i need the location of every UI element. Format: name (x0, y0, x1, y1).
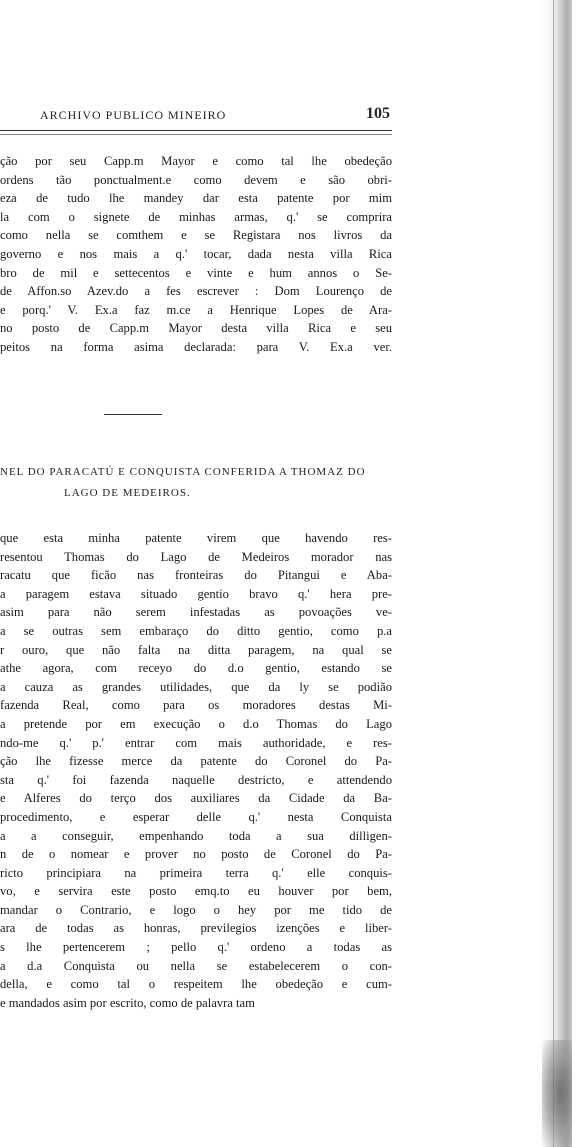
text-line: sta q.' foi fazenda naquelle destricto, e attendendo (0, 772, 392, 787)
paragraph-1 (0, 152, 392, 357)
text-line: ricto principiara na primeira terra q.' elle conquis- (0, 865, 392, 880)
text-line: peitos na forma asima declarada: para V. Ex.a ver. (0, 339, 392, 354)
text-line: vo, e servira este posto emq.to eu houver por bem, (0, 884, 392, 899)
text-line: n de o nomear e prover no posto de Coronel do Pa- (0, 847, 392, 862)
page-header (40, 105, 390, 126)
text-line: e porq.' V. Ex.a faz m.ce a Henrique Lopes de Ara- (0, 302, 392, 317)
text-line: e Alferes do terço dos auxiliares da Cidade da Ba- (0, 791, 392, 806)
text-line: ara de todas as honras, previlegios izenções e liber- (0, 921, 392, 936)
text-line: a pretende por em execução o d.o Thomas do Lago (0, 716, 392, 731)
text-line: de Affon.so Azev.do a fes escrever : Dom Lourenço de (0, 284, 392, 299)
text-line: como nella se comthem e se Registara nos livros da (0, 228, 392, 243)
text-line: resentou Thomas do Lago de Medeiros morador nas (0, 549, 392, 564)
text-line: asim para não serem infestadas as povoações ve- (0, 605, 392, 620)
text-line: ção lhe fizesse merce da patente do Coronel do Pa- (0, 754, 392, 769)
text-line: a cauza as grandes utilidades, que da ly se podião (0, 679, 392, 694)
text-line: que esta minha patente virem que havendo res- (0, 531, 392, 545)
text-line: a d.a Conquista ou nella se estabelecerem o con- (0, 958, 392, 973)
text-line: no posto de Capp.m Mayor desta villa Rica e seu (0, 321, 392, 336)
text-line: a a conseguir, empenhando toda a sua dilligen- (0, 828, 392, 843)
page-edge-line (553, 0, 554, 1147)
text-line: fazenda Real, como para os moradores destas Mi- (0, 698, 392, 713)
text-line: racatu que ficão nas fronteiras do Pitangui e Aba- (0, 568, 392, 583)
text-line: mandar o Contrario, e logo o hey por me tido de (0, 902, 392, 917)
text-line: bro de mil e settecentos e vinte e hum annos o Se- (0, 265, 392, 280)
section-separator (104, 414, 162, 415)
text-line: eza de tudo lhe mandey dar esta patente por mim (0, 191, 392, 206)
text-line: della, e como tal o respeitem lhe obedeção e cum- (0, 977, 392, 992)
text-line: ndo-me q.' p.' entrar com mais authoridade, e res- (0, 735, 392, 750)
header-rule (0, 130, 392, 135)
section-title-line-1: NEL DO PARACATÚ E CONQUISTA CONFERIDA A THOMAZ DO (0, 466, 366, 478)
text-line: la com o signete de minhas armas, q.' se comprira (0, 209, 392, 224)
text-line: governo e nos mais a q.' tocar, dada nesta villa Rica (0, 246, 392, 261)
text-line: a paragem estava situado gentio bravo q.' hera pre- (0, 586, 392, 601)
text-line: athe agora, com receyo do d.o gentio, estando se (0, 661, 392, 676)
text-line: r ouro, que não falta na ditta paragem, na qual se (0, 642, 392, 657)
text-line: s lhe pertencerem ; pello q.' ordeno a todas as (0, 940, 392, 955)
section-title-line-2: LAGO DE MEDEIROS. (64, 487, 191, 499)
text-line: a se outras sem embaraço do ditto gentio, como p.a (0, 623, 392, 638)
running-title: ARCHIVO PUBLICO MINEIRO (40, 108, 227, 122)
scan-smudge (542, 1040, 572, 1147)
text-line: e mandados asim por escrito, como de palavra tam (0, 995, 255, 1010)
text-line: procedimento, e esperar delle q.' nesta Conquista (0, 809, 392, 824)
paragraph-2 (0, 529, 392, 1012)
text-line: ordens tão ponctualment.e como devem e são obri- (0, 172, 392, 187)
text-line: ção por seu Capp.m Mayor e como tal lhe obedeção (0, 154, 392, 168)
book-gutter-shadow (538, 0, 572, 1147)
page-number: 105 (366, 105, 390, 122)
